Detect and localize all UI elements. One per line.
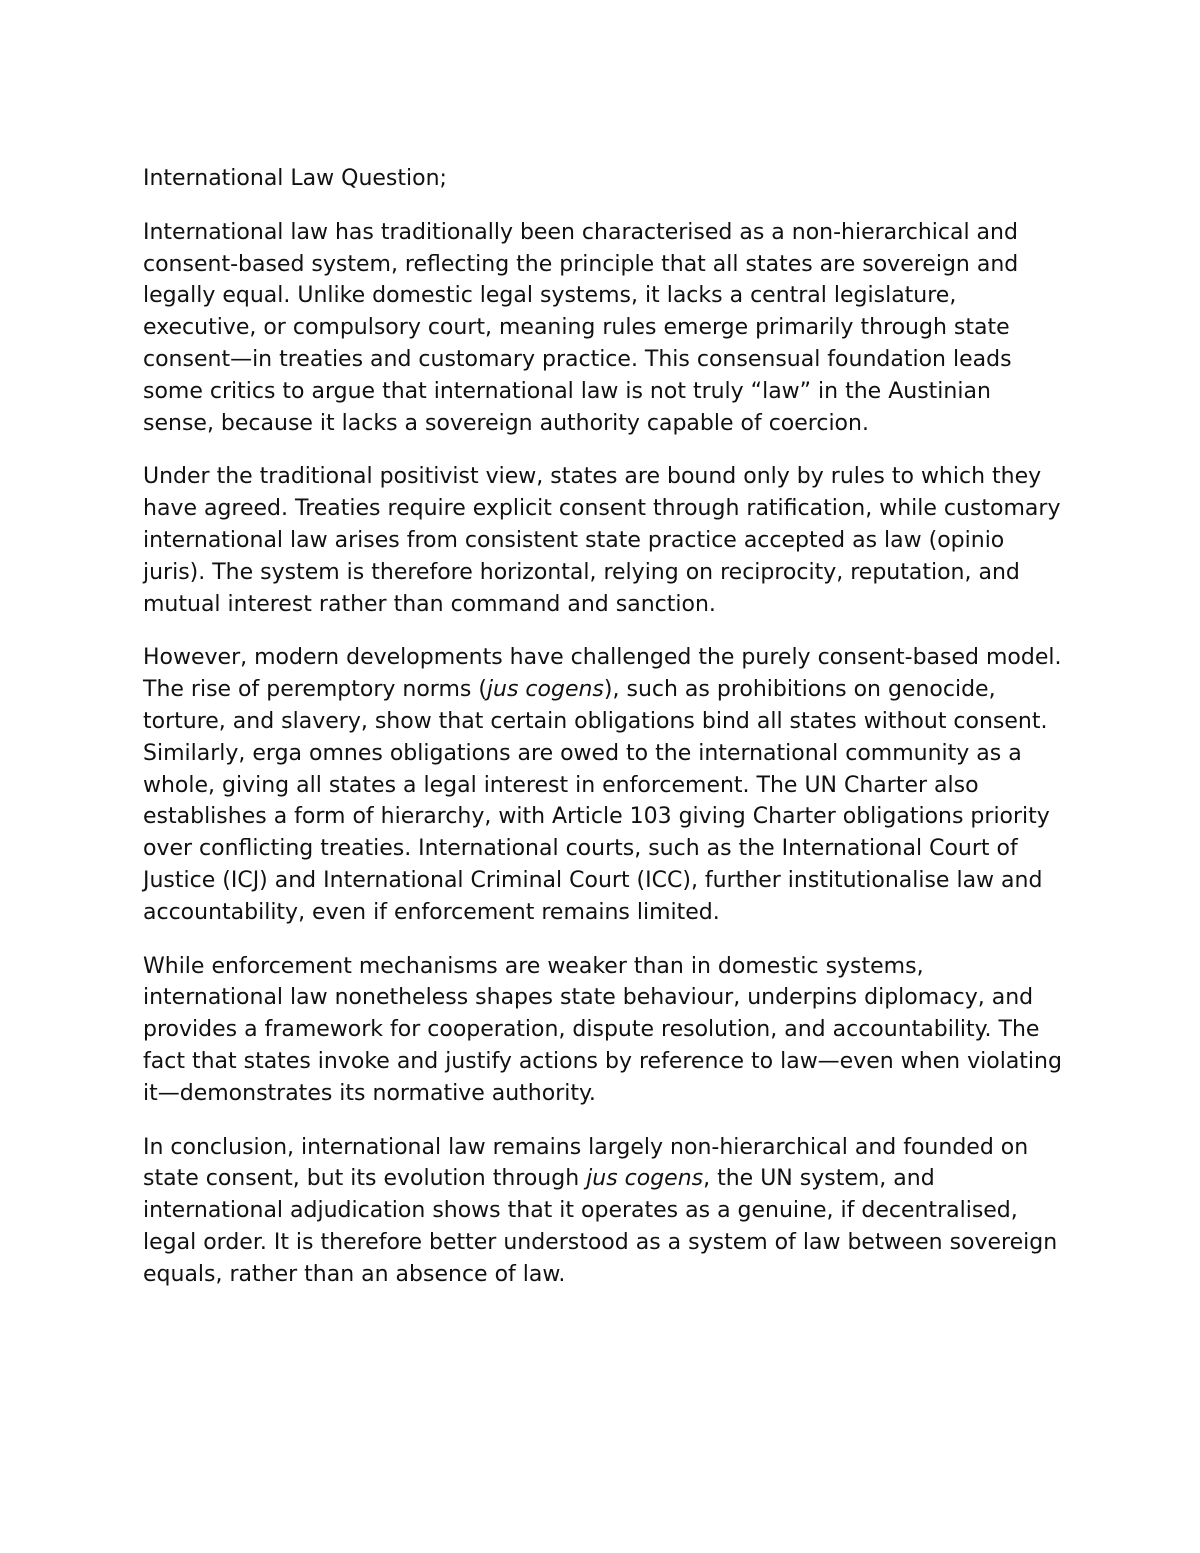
paragraph-2-text: Under the traditional positivist view, states are bound only by rules to which they have agreed. Treaties require explicit consent through ratification, while customary international law arises from consistent state practice accepted as law (opinio juris). The system is therefore horizontal, relying on reciprocity, reputation, and mutual interest rather than command and sanction. <box>143 464 1061 617</box>
paragraph-1 <box>143 217 1068 440</box>
paragraph-3-jus-cogens: jus cogens <box>486 677 604 703</box>
paragraph-3-text-b: ), such as prohibitions on genocide, torture, and slavery, show that certain obligations bind all states without consent. Similarly, erga omnes obligations are owed to the international community as a whole, giving all states a legal interest in enforcement. The UN Charter also establishes a form of hierarchy, with Article 103 giving Charter obligations priority over conflicting treaties. International courts, such as the International Court of Justice (ICJ) and International Criminal Court (ICC), further institutionalise law and accountability, even if enforcement remains limited. <box>143 677 1050 925</box>
document-body <box>143 163 1068 1313</box>
paragraph-3-text-a: However, modern developments have challenged the purely consent-based model. The rise of peremptory norms ( <box>143 645 1062 703</box>
paragraph-2 <box>143 461 1068 620</box>
paragraph-4-text: While enforcement mechanisms are weaker than in domestic systems, international law nonetheless shapes state behaviour, underpins diplomacy, and provides a framework for cooperation, dispute resolution, and accountability. The fact that states invoke and justify actions by reference to law—even when violating it—demonstrates its normative authority. <box>143 953 1062 1106</box>
paragraph-5-text-a: In conclusion, international law remains largely non-hierarchical and founded on state consent, but its evolution through <box>143 1134 1029 1192</box>
paragraph-5 <box>143 1132 1068 1291</box>
paragraph-5-text-b: , the UN system, and international adjudication shows that it operates as a genuine, if decentralised, legal order. It is therefore better understood as a system of law between sovereign equals, rather than an absence of law. <box>143 1166 1058 1287</box>
paragraph-3 <box>143 642 1068 928</box>
paragraph-5-jus-cogens: jus cogens <box>586 1166 704 1192</box>
document-title: International Law Question; <box>143 166 447 191</box>
paragraph-1-text: International law has traditionally been characterised as a non-hierarchical and consent-based system, reflecting the principle that all states are sovereign and legally equal. Unlike domestic legal systems, it lacks a central legislature, executive, or compulsory court, meaning rules emerge primarily through state consent—in treaties and customary practice. This consensual foundation leads some critics to argue that international law is not truly “law” in the Austinian sense, because it lacks a sovereign authority capable of coercion. <box>143 219 1019 436</box>
paragraph-4 <box>143 951 1068 1110</box>
